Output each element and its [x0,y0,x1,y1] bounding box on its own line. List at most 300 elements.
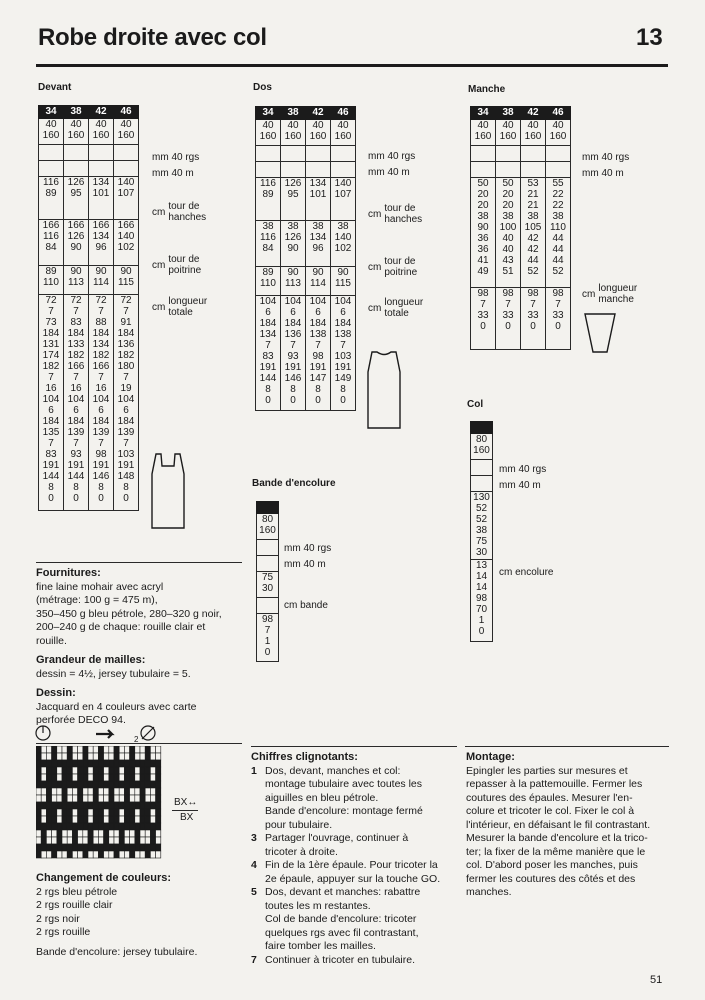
jacquard-cell [78,795,83,802]
jacquard-cell [46,795,51,802]
measure-cell: 98 7 1 0 [257,614,279,662]
jacquard-cell [156,851,161,858]
jacquard-cell [62,753,67,760]
jacquard-cell [135,774,140,781]
jacquard-cell [140,788,145,795]
jacquard-cell [67,837,72,844]
pattern-number: 13 [636,24,663,51]
jacquard-cell [124,746,129,753]
montage-line: fermer les coutures des côtés et des [466,872,636,885]
jacquard-cell [88,781,93,788]
jacquard-cell [98,802,103,809]
jacquard-cell [36,837,41,844]
jacquard-cell [130,781,135,788]
jacquard-cell [36,830,41,837]
jacquard-cell [130,802,135,809]
dos-dress-icon [366,350,402,430]
jacquard-cell [62,844,67,851]
chiffres-item-1: 1 Dos, devant, manches et col: montage tubulaire avec toutes les aiguilles en bleu pétrole. Bande d'encolure: montage fermé pour tubulaire. [251,764,423,831]
jacquard-cell [140,746,145,753]
jacquard-cell [83,760,88,767]
jacquard-cell [124,795,129,802]
jacquard-cell [36,746,41,753]
measure-cell: 40 160 [281,120,306,146]
jacquard-cell [140,837,145,844]
measure-cell [64,161,89,177]
measure-cell: 72 7 91 184 136 182 180 7 19 104 6 184 139 7 103 191 148 8 0 [114,295,139,511]
jacquard-cell [119,760,124,767]
manche-table-wrap [470,106,571,350]
jacquard-cell [67,844,72,851]
jacquard-cell [140,816,145,823]
jacquard-cell [135,809,140,816]
jacquard-cell [114,809,119,816]
jacquard-cell [41,767,46,774]
jacquard-cell [46,781,51,788]
jacquard-cell [62,837,67,844]
jacquard-cell [88,802,93,809]
measure-cell: 98 7 33 0 [521,288,546,350]
jacquard-cell [72,844,77,851]
jacquard-cell [98,851,103,858]
jacquard-cell [109,844,114,851]
jacquard-cell [67,767,72,774]
jacquard-cell [135,816,140,823]
jacquard-cell [41,795,46,802]
jacquard-cell [124,767,129,774]
measure-cell: 90 113 [64,266,89,295]
dos-label-hanches: cm tour de hanches [368,203,423,225]
changement-line: 2 rgs bleu pétrole [36,885,118,898]
jacquard-cell [114,844,119,851]
jacquard-cell [135,823,140,830]
jacquard-cell [156,767,161,774]
jacquard-cell [78,767,83,774]
jacquard-cell [140,851,145,858]
jacquard-cell [114,788,119,795]
jacquard-cell [62,816,67,823]
dos-table [255,106,356,411]
jacquard-cell [104,802,109,809]
jacquard-cell [46,851,51,858]
bande-label-rgs: mm 40 rgs [284,543,332,554]
size-header: 38 [496,107,521,120]
jacquard-cell [104,837,109,844]
measure-cell [281,146,306,162]
fournitures-line: rouille. [36,634,67,647]
chiffres-rule [251,746,457,747]
measure-cell: 38 140 102 [331,221,356,267]
jacquard-cell [124,809,129,816]
jacquard-cell [104,767,109,774]
jacquard-cell [145,746,150,753]
measure-cell [331,162,356,178]
measure-cell: 50 20 20 38 100 40 40 43 51 [496,178,521,288]
col-label-m: mm 40 m [499,480,541,491]
measure-cell: 126 95 [281,178,306,221]
measure-cell [546,146,571,162]
jacquard-cell [130,851,135,858]
jacquard-cell [114,781,119,788]
jacquard-cell [156,746,161,753]
jacquard-cell [36,774,41,781]
jacquard-cell [36,844,41,851]
jacquard-cell [88,830,93,837]
jacquard-cell [98,816,103,823]
jacquard-cell [119,802,124,809]
jacquard-cell [135,753,140,760]
jacquard-cell [104,788,109,795]
jacquard-cell [135,781,140,788]
jacquard-cell [124,760,129,767]
jacquard-cell [135,795,140,802]
jacquard-cell [124,753,129,760]
devant-label-poitrine: cm tour de poitrine [152,254,202,276]
dessin-heading: Dessin: [36,687,76,699]
measure-cell: 40 160 [496,120,521,146]
manche-label-m: mm 40 m [582,168,624,179]
jacquard-cell [62,851,67,858]
jacquard-cell [93,844,98,851]
jacquard-cell [124,851,129,858]
measure-cell [471,476,493,492]
measure-cell: 75 30 [257,572,279,598]
measure-cell: 40 160 [546,120,571,146]
jacquard-cell [145,830,150,837]
devant-table-wrap [38,105,139,511]
jacquard-cell [109,788,114,795]
manche-table [470,106,571,350]
measure-cell: 166 140 102 [114,220,139,266]
jacquard-cell [109,795,114,802]
title-rule [36,64,668,67]
measure-cell: 38 116 84 [256,221,281,267]
jacquard-cell [41,816,46,823]
measure-cell: 40 160 [39,119,64,145]
jacquard-cell [156,781,161,788]
jacquard-cell [52,781,57,788]
montage-line: Epingler les parties sur mesures et [466,764,628,777]
jacquard-cell [78,781,83,788]
jacquard-cell [114,830,119,837]
measure-cell: 40 160 [114,119,139,145]
jacquard-cell [36,802,41,809]
jacquard-cell [88,851,93,858]
dos-label-m: mm 40 m [368,167,410,178]
jacquard-cell [130,844,135,851]
jacquard-cell [150,753,155,760]
jacquard-cell [52,837,57,844]
jacquard-cell [83,837,88,844]
jacquard-cell [72,851,77,858]
jacquard-cell [130,753,135,760]
manche-heading: Manche [468,84,506,95]
jacquard-cell [41,844,46,851]
measure-cell: 166 116 84 [39,220,64,266]
measure-cell: 98 7 33 0 [471,288,496,350]
jacquard-cell [62,823,67,830]
jacquard-cell [41,774,46,781]
jacquard-cell [104,746,109,753]
jacquard-cell [88,795,93,802]
dos-heading: Dos [253,82,272,93]
jacquard-cell [114,816,119,823]
jacquard-cell [67,795,72,802]
fournitures-line: 350–450 g bleu pétrole, 280–320 g noir, [36,607,222,620]
jacquard-cell [119,746,124,753]
jacquard-cell [46,767,51,774]
jacquard-cell [109,753,114,760]
jacquard-cell [145,788,150,795]
measure-cell: 80 160 [257,514,279,540]
jacquard-cell [83,774,88,781]
measure-cell: 116 89 [256,178,281,221]
fournitures-heading: Fournitures: [36,567,101,579]
jacquard-cell [78,746,83,753]
jacquard-cell [98,774,103,781]
jacquard-cell [140,774,145,781]
jacquard-cell [72,746,77,753]
measure-cell: 134 101 [306,178,331,221]
jacquard-cell [78,802,83,809]
jacquard-cell [150,781,155,788]
jacquard-cell [78,809,83,816]
measure-cell: 98 7 33 0 [546,288,571,350]
jacquard-cell [57,774,62,781]
jacquard-cell [156,760,161,767]
measure-cell: 104 6 184 136 7 93 191 146 8 0 [281,296,306,411]
jacquard-cell [150,760,155,767]
measure-cell: 38 134 96 [306,221,331,267]
measure-cell [64,145,89,161]
measure-cell: 134 101 [89,177,114,220]
jacquard-cell [156,802,161,809]
jacquard-cell [140,844,145,851]
measure-cell: 40 160 [306,120,331,146]
jacquard-cell [62,746,67,753]
devant-table [38,105,139,511]
jacquard-cell [119,823,124,830]
jacquard-cell [72,816,77,823]
jacquard-cell [140,781,145,788]
jacquard-cell [104,795,109,802]
jacquard-cell [93,788,98,795]
jacquard-cell [72,802,77,809]
changement-line: 2 rgs noir [36,912,80,925]
changement-footer: Bande d'encolure: jersey tubulaire. [36,945,198,958]
jacquard-cell [124,802,129,809]
jacquard-cell [83,816,88,823]
jacquard-cell [135,802,140,809]
devant-heading: Devant [38,82,72,93]
jacquard-cell [88,809,93,816]
jacquard-cell [88,774,93,781]
jacquard-cell [119,844,124,851]
jacquard-cell [145,816,150,823]
jacquard-cell [119,837,124,844]
jacquard-cell [62,809,67,816]
measure-cell: 104 6 184 138 7 98 191 147 8 0 [306,296,331,411]
montage-line: colure et tricoter le col. Fixer le col à [466,805,635,817]
jacquard-cell [57,823,62,830]
jacquard-cell [52,830,57,837]
sleeve-shape-icon [583,312,617,354]
jacquard-cell [145,851,150,858]
bande-table [256,501,279,662]
measure-cell: 89 110 [39,266,64,295]
jacquard-cell [145,774,150,781]
measure-cell: 40 160 [89,119,114,145]
montage-line: manches. [466,886,512,898]
bx-divider [172,810,198,811]
jacquard-cell [135,788,140,795]
jacquard-cell [67,809,72,816]
dessin-line: perforée DECO 94. [36,714,126,726]
jacquard-cell [72,809,77,816]
jacquard-cell [145,767,150,774]
jacquard-cell [124,844,129,851]
jacquard-cell [57,788,62,795]
size-header: 34 [256,107,281,120]
measure-cell: 72 7 73 184 131 174 182 7 16 104 6 184 135 7 83 191 144 8 0 [39,295,64,511]
grandeur-text: dessin = 4½, jersey tubulaire = 5. [36,667,191,680]
jacquard-cell [52,774,57,781]
jacquard-cell [62,781,67,788]
jacquard-cell [46,844,51,851]
devant-label-rgs: mm 40 rgs [152,152,200,163]
jacquard-cell [145,837,150,844]
jacquard-cell [83,781,88,788]
jacquard-cell [109,851,114,858]
jacquard-cell [98,830,103,837]
jacquard-cell [150,746,155,753]
jacquard-cell [67,816,72,823]
size-header: 42 [521,107,546,120]
jacquard-cell [83,802,88,809]
jacquard-cell [57,844,62,851]
devant-dress-icon [150,452,186,530]
jacquard-cell [104,830,109,837]
jacquard-cell [114,760,119,767]
measure-cell [521,146,546,162]
measure-cell: 166 126 90 [64,220,89,266]
measure-cell [114,145,139,161]
jacquard-cell [114,753,119,760]
jacquard-cell [67,830,72,837]
measure-cell: 72 7 83 184 133 182 166 7 16 104 6 184 139 7 93 191 144 8 0 [64,295,89,511]
jacquard-cell [109,802,114,809]
jacquard-cell [135,760,140,767]
jacquard-cell [67,746,72,753]
jacquard-cell [67,753,72,760]
jacquard-cell [109,767,114,774]
measure-cell [89,145,114,161]
jacquard-cell [145,823,150,830]
montage-heading: Montage: [466,751,515,763]
jacquard-cell [78,816,83,823]
jacquard-cell [72,788,77,795]
jacquard-cell [88,753,93,760]
jacquard-cell [130,816,135,823]
header-cell [471,422,493,434]
jacquard-cell [46,760,51,767]
measure-cell: 104 6 184 138 7 103 191 149 8 0 [331,296,356,411]
jacquard-cell [119,795,124,802]
jacquard-cell [67,802,72,809]
jacquard-cell [130,795,135,802]
montage-line: ter; la fixer de la même manière que le [466,845,646,858]
jacquard-cell [41,851,46,858]
jacquard-cell [88,788,93,795]
measure-cell: 40 160 [521,120,546,146]
jacquard-cell [156,795,161,802]
jacquard-cell [109,823,114,830]
jacquard-cell [98,767,103,774]
devant-label-m: mm 40 m [152,168,194,179]
jacquard-cell [124,788,129,795]
jacquard-cell [93,851,98,858]
manche-label-longueur: cm longueur manche [582,283,638,305]
jacquard-cell [109,760,114,767]
jacquard-cell [52,767,57,774]
measure-cell: 53 21 21 38 105 42 42 44 52 [521,178,546,288]
measure-cell: 55 22 22 38 110 44 44 44 52 [546,178,571,288]
jacquard-cell [36,795,41,802]
changement-line: 2 rgs rouille clair [36,899,113,911]
bx-label: BX [180,812,194,823]
jacquard-cell [93,774,98,781]
jacquard-cell [98,753,103,760]
size-header: 34 [39,106,64,119]
jacquard-cell [62,767,67,774]
jacquard-cell [36,851,41,858]
jacquard-cell [52,760,57,767]
montage-block [466,751,672,900]
jacquard-cell [124,774,129,781]
jacquard-cell [72,753,77,760]
jacquard-cell [57,753,62,760]
measure-cell: 13 14 14 98 70 1 0 [471,560,493,642]
measure-cell: 140 107 [331,178,356,221]
jacquard-cell [156,823,161,830]
jacquard-cell [41,781,46,788]
jacquard-cell [114,746,119,753]
jacquard-cell [140,802,145,809]
jacquard-cell [57,837,62,844]
jacquard-cell [46,823,51,830]
jacquard-cell [36,753,41,760]
jacquard-cell [119,781,124,788]
jacquard-cell [57,781,62,788]
measure-cell [256,162,281,178]
jacquard-cell [36,816,41,823]
montage-line: col. D'abord poser les manches, puis [466,859,638,871]
jacquard-cell [52,823,57,830]
jacquard-cell [41,823,46,830]
jacquard-cell [52,802,57,809]
size-header: 46 [546,107,571,120]
measure-cell [471,162,496,178]
jacquard-cell [78,837,83,844]
jacquard-cell [150,809,155,816]
jacquard-cell [88,844,93,851]
jacquard-cell [104,816,109,823]
jacquard-cell [83,788,88,795]
measure-cell: 90 114 [306,267,331,296]
jacquard-cell [62,795,67,802]
header-cell [257,502,279,514]
jacquard-cell [62,802,67,809]
